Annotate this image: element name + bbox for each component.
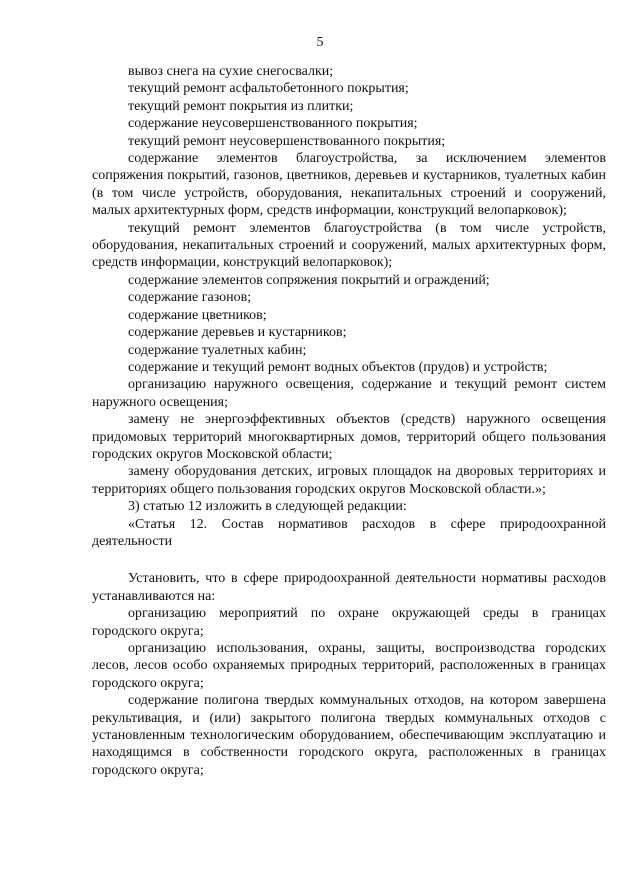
paragraph-article-12-intro: 3) статью 12 изложить в следующей редакции: <box>128 499 407 515</box>
paragraph-landscaping-maintenance: содержание элементов благоустройства, за исключением элементов сопряжения покрытий, газонов, цветников, деревьев и кустарников, туалетных кабин (в том числе устройств, оборудования, некапитальных строений и сооружений, малых архитектурных форм, средств информации, конструкций велопарковок); <box>92 151 606 219</box>
paragraph-lawns: содержание газонов; <box>128 290 252 306</box>
page-number: 5 <box>316 35 324 50</box>
paragraph-lighting-replacement: замену не энергоэффективных объектов (средств) наружного освещения придомовых территорий многоквартирных домов, территорий общего пользования городских округов Московской области; <box>92 412 606 462</box>
paragraph-urban-forests: организацию использования, охраны, защиты, воспроизводства городских лесов, лесов особо охраняемых природных территорий, расположенных в границах городского округа; <box>92 641 606 691</box>
paragraph-environment-protection: организацию мероприятий по охране окружающей среды в границах городского округа; <box>92 606 606 639</box>
paragraph-unimproved-maintenance: содержание неусовершенствованного покрытия; <box>128 116 418 132</box>
paragraph-tile-repair: текущий ремонт покрытия из плитки; <box>128 98 354 114</box>
paragraph-landscaping-repair: текущий ремонт элементов благоустройства (в том числе устройств, оборудования, некапитальных строений и сооружений, малых архитектурных форм, средств информации, конструкций велопарковок); <box>92 220 606 271</box>
paragraph-unimproved-repair: текущий ремонт неусовершенствованного покрытия; <box>128 133 446 149</box>
paragraph-fences-maintenance: содержание элементов сопряжения покрытий и ограждений; <box>128 272 490 288</box>
paragraph-landfill-maintenance: содержание полигона твердых коммунальных отходов, на котором завершена рекультивация, и (или) закрытого полигона твердых коммунальных отходов с установленным технологическим оборудованием, обеспечивающим эксплуатацию и находящимся в собственности городского округа, расположенных в границах городского округа; <box>92 693 606 778</box>
paragraph-snow-removal: вывоз снега на сухие снегосвалки; <box>128 64 334 79</box>
paragraph-toilets: содержание туалетных кабин; <box>128 342 307 358</box>
article-12-heading: «Статья 12. Состав нормативов расходов в сфере природоохранной деятельности <box>92 516 606 549</box>
paragraph-asphalt-repair: текущий ремонт асфальтобетонного покрытия; <box>128 81 409 97</box>
paragraph-street-lighting: организацию наружного освещения, содержание и текущий ремонт систем наружного освещения; <box>92 377 606 410</box>
paragraph-playground-equipment: замену оборудования детских, игровых площадок на дворовых территориях и территориях общего пользования городских округов Московской области.»; <box>92 464 606 497</box>
paragraph-trees: содержание деревьев и кустарников; <box>128 325 347 341</box>
paragraph-ponds: содержание и текущий ремонт водных объектов (прудов) и устройств; <box>128 359 548 375</box>
document-body <box>92 63 606 779</box>
paragraph-establish: Установить, что в сфере природоохранной деятельности нормативы расходов устанавливаются на: <box>92 571 606 604</box>
paragraph-flowerbeds: содержание цветников; <box>128 307 267 323</box>
